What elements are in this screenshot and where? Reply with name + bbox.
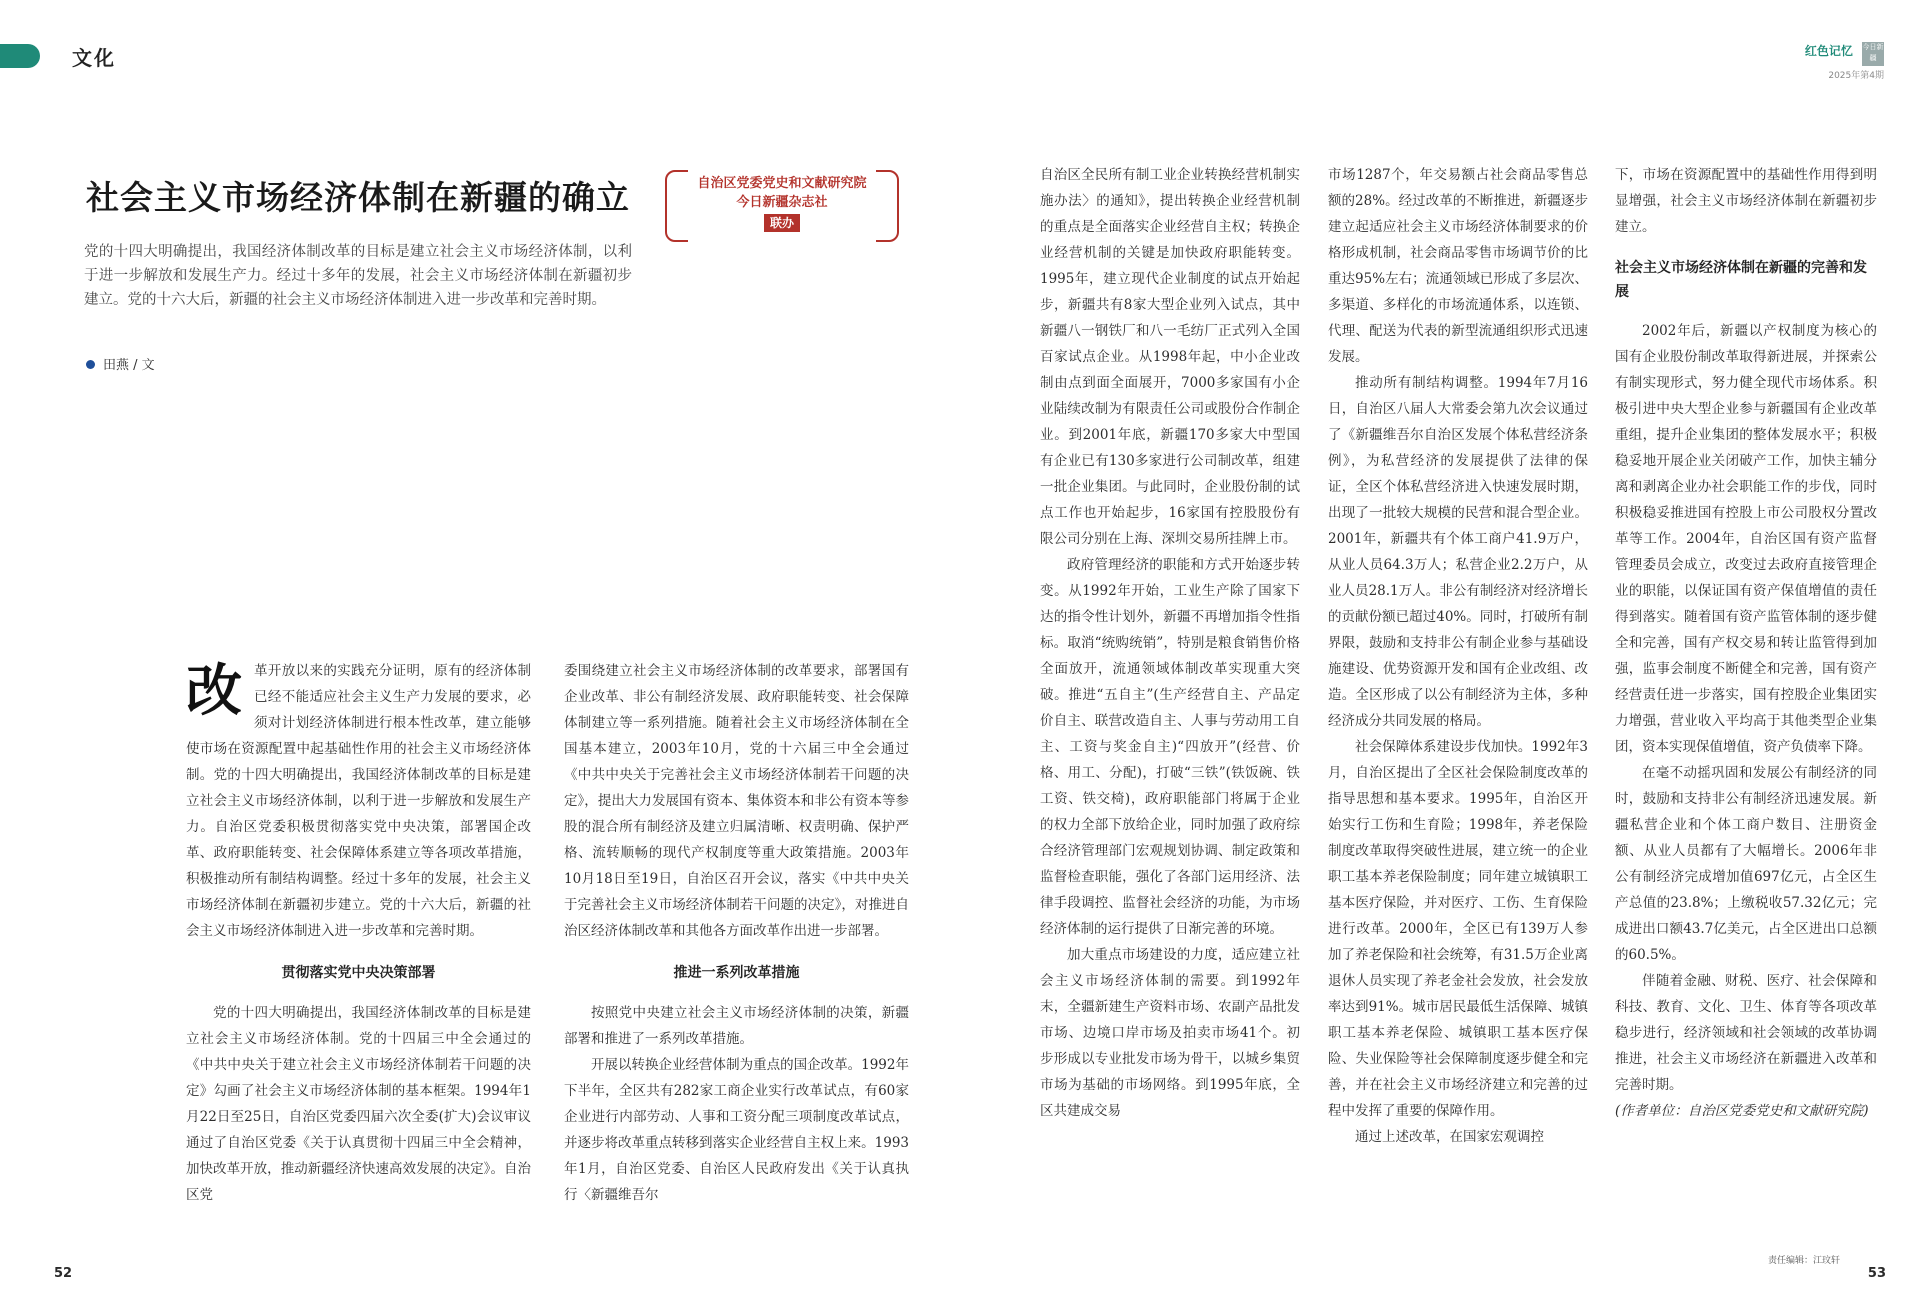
paragraph: 2002年后，新疆以产权制度为核心的国有企业股份制改革取得新进展，并探索公有制实现形式，努力健全现代市场体系。积极引进中央大型企业参与新疆国有企业改革重组，提升企业集团的整体发展水平；积极稳妥地开展企业关闭破产工作，加快主辅分离和剥离企业办社会职能工作的步伐，同时积极稳妥推进国有控股上市公司股权分置改革等工作。2004年，自治区国有资产监督管理委员会成立，改变过去政府直接管理企业的职能，以保证国有资产保值增值的责任得到落实。随着国有资产监管体制的逐步健全和完善，国有产权交易和转让监管得到加强，监事会制度不断健全和完善，国有资产经营责任进一步落实，国有控股企业集团实力增强，营业收入平均高于其他类型企业集团，资本实现保值增值，资产负债率下降。 <box>1615 323 1877 755</box>
author-byline <box>86 354 155 373</box>
author-name: 田燕 / 文 <box>103 358 155 373</box>
body-column-1 <box>186 658 531 1208</box>
body-column-4 <box>1328 162 1588 1150</box>
section-label: 文化 <box>72 46 116 70</box>
subheading: 社会主义市场经济体制在新疆的完善和发展 <box>1615 260 1867 300</box>
body-column-2 <box>564 658 909 1208</box>
page-number-right: 53 <box>1867 1266 1886 1281</box>
article-lead: 党的十四大明确提出，我国经济体制改革的目标是建立社会主义市场经济体制，以利于进一步解放和发展生产力。经过十多年的发展，社会主义市场经济体制在新疆初步建立。党的十六大后，新疆的社会主义市场经济体制进入进一步改革和完善时期。 <box>84 244 632 308</box>
org-credit <box>665 174 899 233</box>
paragraph: 政府管理经济的职能和方式开始逐步转变。从1992年开始，工业生产除了国家下达的指令性计划外，新疆不再增加指令性指标。取消“统购统销”，特别是粮食销售价格全面放开，流通领域体制改革实现重大突破。推进“五自主”(生产经营自主、产品定价自主、联营改造自主、人事与劳动用工自主、工资与奖金自主)“四放开”(经营、价格、用工、分配)，打破“三铁”(铁饭碗、铁工资、铁交椅)，政府职能部门将属于企业的权力全部下放给企业，同时加强了政府综合经济管理部门宏观规划协调、制定政策和监督检查职能，强化了各部门运用经济、法律手段调控、监督社会经济的功能，为市场经济体制的运行提供了日渐完善的环境。 <box>1040 557 1300 937</box>
paragraph: 按照党中央建立社会主义市场经济体制的决策，新疆部署和推进了一系列改革措施。 <box>564 1005 909 1047</box>
paragraph: 市场1287个，年交易额占社会商品零售总额的28%。经过改革的不断推进，新疆逐步建立起适应社会主义市场经济体制要求的价格形成机制，社会商品零售市场调节价的比重达95%左右；流通领域已形成了多层次、多渠道、多样化的市场流通体系，以连锁、代理、配送为代表的新型流通组织形式迅速发展。 <box>1328 167 1588 365</box>
paragraph: 加大重点市场建设的力度，适应建立社会主义市场经济体制的需要。到1992年末，全疆新建生产资料市场、农副产品批发市场、边境口岸市场及拍卖市场41个。初步形成以专业批发市场为骨干，以城乡集贸市场为基础的市场网络。到1995年底，全区共建成交易 <box>1040 947 1300 1119</box>
journal-logo: 今日新疆 <box>1862 42 1884 66</box>
author-affiliation: (作者单位：自治区党委党史和文献研究院) <box>1615 1103 1869 1119</box>
bullet-icon <box>86 360 95 369</box>
body-column-3 <box>1040 162 1300 1124</box>
org-line-2: 今日新疆杂志社 <box>736 195 828 210</box>
drop-cap: 改 <box>186 659 242 724</box>
article-title: 社会主义市场经济体制在新疆的确立 <box>86 178 630 217</box>
paragraph: 在毫不动摇巩固和发展公有制经济的同时，鼓励和支持非公有制经济迅速发展。新疆私营企业和个体工商户数目、注册资金额、从业人员都有了大幅增长。2006年非公有制经济完成增加值697亿元，占全区生产总值的23.8%；上缴税收57.32亿元；完成进出口额43.7亿美元，占全区进出口总额的60.5%。 <box>1615 765 1877 963</box>
body-column-5 <box>1615 162 1877 1124</box>
joint-badge: 联办 <box>764 214 800 232</box>
journal-name: 红色记忆 <box>1804 44 1853 58</box>
editor-credit: 责任编辑：江玟轩 <box>1767 1256 1840 1266</box>
paragraph: 开展以转换企业经营体制为重点的国企改革。1992年下半年，全区共有282家工商企业实行改革试点，有60家企业进行内部劳动、人事和工资分配三项制度改革试点，并逐步将改革重点转移到落实企业经营自主权上来。1993年1月，自治区党委、自治区人民政府发出《关于认真执行〈新疆维吾尔 <box>564 1057 909 1203</box>
paragraph: 下，市场在资源配置中的基础性作用得到明显增强，社会主义市场经济体制在新疆初步建立。 <box>1615 167 1877 235</box>
paragraph: 社会保障体系建设步伐加快。1992年3月，自治区提出了全区社会保险制度改革的指导思想和基本要求。1995年，自治区开始实行工伤和生育险；1998年，养老保险制度改革取得突破性进展，建立统一的企业职工基本养老保险制度；同年建立城镇职工基本医疗保险，并对医疗、工伤、生育保险进行改革。2000年，全区已有139万人参加了养老保险和社会统筹，有31.5万企业离退休人员实现了养老金社会发放，社会发放率达到91%。城市居民最低生活保障、城镇职工基本养老保险、城镇职工基本医疗保险、失业保险等社会保障制度逐步健全和完善，并在社会主义市场经济建立和完善的过程中发挥了重要的保障作用。 <box>1328 739 1588 1119</box>
paragraph: 推动所有制结构调整。1994年7月16日，自治区八届人大常委会第九次会议通过了《新疆维吾尔自治区发展个体私营经济条例》，为私营经济的发展提供了法律的保证，全区个体私营经济进入快速发展时期，出现了一批较大规模的民营和混合型企业。2001年，新疆共有个体工商户41.9万户，从业人员64.3万人；私营企业2.2万户，从业人员28.1万人。非公有制经济对经济增长的贡献份额已超过40%。同时，打破所有制界限，鼓励和支持非公有制企业参与基础设施建设、优势资源开发和国有企业改组、改造。全区形成了以公有制经济为主体，多种经济成分共同发展的格局。 <box>1328 375 1588 729</box>
paragraph: 通过上述改革，在国家宏观调控 <box>1355 1129 1544 1145</box>
page-number-left: 52 <box>54 1266 73 1281</box>
paragraph: 党的十四大明确提出，我国经济体制改革的目标是建立社会主义市场经济体制。党的十四届三中全会通过的《中共中央关于建立社会主义市场经济体制若干问题的决定》勾画了社会主义市场经济体制的基本框架。1994年1月22日至25日，自治区党委四届六次全委(扩大)会议审议通过了自治区党委《关于认真贯彻十四届三中全会精神，加快改革开放，推动新疆经济快速高效发展的决定》。自治区党 <box>186 1005 531 1203</box>
section-tab-marker <box>0 44 40 68</box>
paragraph: 委围绕建立社会主义市场经济体制的改革要求，部署国有企业改革、非公有制经济发展、政府职能转变、社会保障体制建立等一系列措施。随着社会主义市场经济体制在全国基本建立，2003年10月，党的十六届三中全会通过《中共中央关于完善社会主义市场经济体制若干问题的决定》，提出大力发展国有资本、集体资本和非公有资本等参股的混合所有制经济及建立归属清晰、权责明确、保护严格、流转顺畅的现代产权制度等重大政策措施。2003年10月18日至19日，自治区召开会议，落实《中共中央关于完善社会主义市场经济体制若干问题的决定》，对推进自治区经济体制改革和其他各方面改革作出进一步部署。 <box>564 663 909 939</box>
subheading: 贯彻落实党中央决策部署 <box>281 965 436 981</box>
paragraph: 伴随着金融、财税、医疗、社会保障和科技、教育、文化、卫生、体育等各项改革稳步进行，经济领域和社会领域的改革协调推进，社会主义市场经济在新疆进入改革和完善时期。 <box>1615 973 1877 1093</box>
paragraph: 自治区全民所有制工业企业转换经营机制实施办法〉的通知》，提出转换企业经营机制的重点是全面落实企业经营自主权；转换企业经营机制的关键是加快政府职能转变。1995年，建立现代企业制度的试点开始起步，新疆共有8家大型企业列入试点，其中新疆八一钢铁厂和八一毛纺厂正式列入全国百家试点企业。从1998年起，中小企业改制由点到面全面展开，7000多家国有小企业陆续改制为有限责任公司或股份合作制企业。到2001年底，新疆170多家大中型国有企业已有130多家进行公司制改革，组建一批企业集团。与此同时，企业股份制的试点工作也开始起步，16家国有控股股份有限公司分别在上海、深圳交易所挂牌上市。 <box>1040 167 1300 547</box>
journal-masthead <box>1805 42 1884 81</box>
subheading: 推进一系列改革措施 <box>673 965 800 981</box>
paragraph: 革开放以来的实践充分证明，原有的经济体制已经不能适应社会主义生产力发展的要求，必须对计划经济体制进行根本性改革，建立能够使市场在资源配置中起基础性作用的社会主义市场经济体制。党的十四大明确提出，我国经济体制改革的目标是建立社会主义市场经济体制，以利于进一步解放和发展生产力。自治区党委积极贯彻落实党中央决策，部署国企改革、政府职能转变、社会保障体系建立等各项改革措施，积极推动所有制结构调整。经过十多年的发展，社会主义市场经济体制在新疆初步建立。党的十六大后，新疆的社会主义市场经济体制进入进一步改革和完善时期。 <box>186 663 531 939</box>
journal-issue: 2025年第4期 <box>1828 71 1884 81</box>
org-line-1: 自治区党委党史和文献研究院 <box>697 176 867 191</box>
